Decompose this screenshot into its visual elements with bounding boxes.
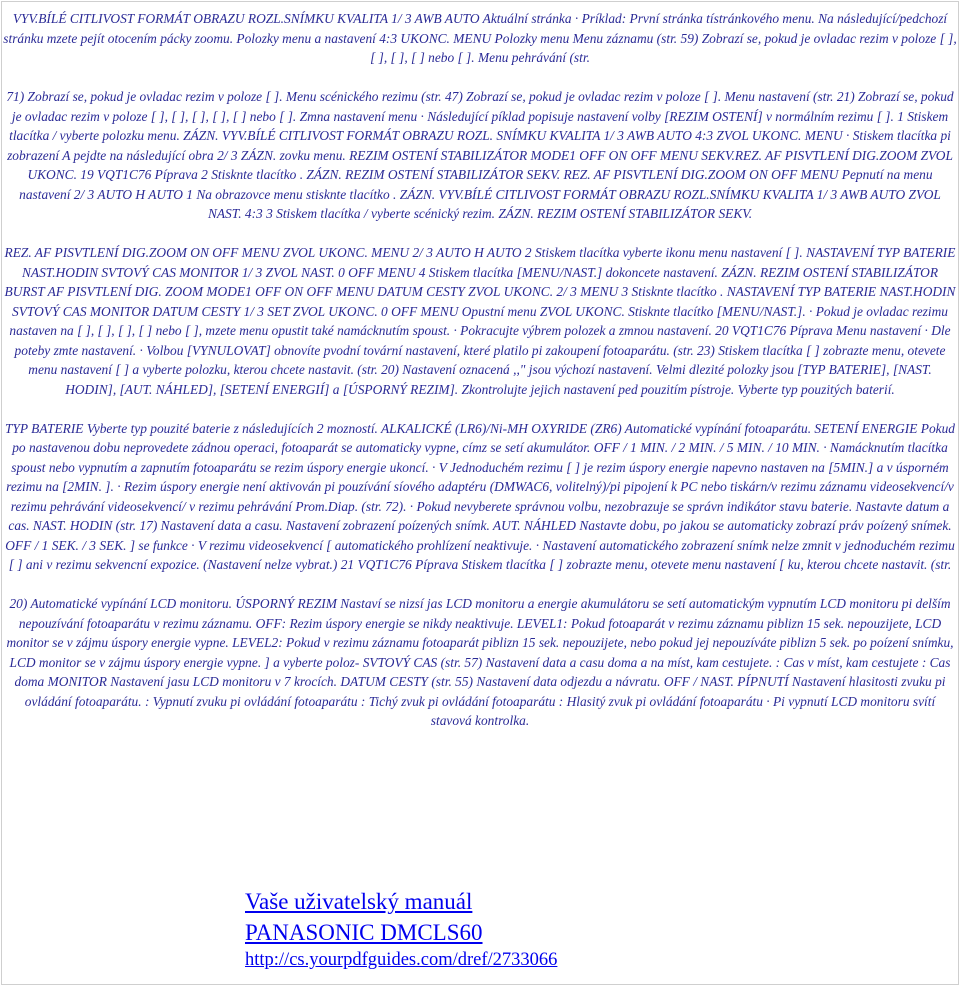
paragraph-2: 71) Zobrazí se, pokud je ovladac rezim v poloze [ ]. Menu scénického rezimu (str. 47) Zobrazí se, pokud je ovladac rezim v poloze [ ]. Menu nastavení (str. 21) Zobrazí se, pokud je ovladac rezim v poloze [ ], [ ], [ ], [ ], [ ] nebo [ ]. Zmna nastavení menu · Následující píklad popisuje nastavení volby [REZIM OSTENÍ] v normálním rezimu [ ]. 1 Stiskem tlacítka / vyberte polozku menu. ZÁZN. VYV.BÍLÉ CITLIVOST FORMÁT OBRAZU ROZL. SNÍMKU KVALITA 1/ 3 AWB AUTO 4:3 ZVOL UKONC. MENU · Stiskem tlacítka pi zobrazení A pejdte na následující obra 2/ 3 ZÁZN. zovku menu. REZIM OSTENÍ STABILIZÁTOR MODE1 OFF ON OFF MENU SEKV.REZ. AF PISVTLENÍ DIG.ZOOM ZVOL UKONC. 19 VQT1C76 Píprava 2 Stisknte tlacítko . ZÁZN. REZIM OSTENÍ STABILIZÁTOR SEKV. REZ. AF PISVTLENÍ DIG.ZOOM ON OFF MENU Pepnutí na menu nastavení 2/ 3 AUTO H AUTO 1 Na obrazovce menu stisknte tlacítko . ZÁZN. VYV.BÍLÉ CITLIVOST FORMÁT OBRAZU ROZL.SNÍMKU KVALITA 1/ 3 AWB AUTO ZVOL NAST. 4:3 3 Stiskem tlacítka / vyberte scénický rezim. ZÁZN. REZIM OSTENÍ STABILIZÁTOR SEKV.: [6, 89, 954, 221]
footer-links: [245, 886, 557, 973]
source-url-link[interactable]: http://cs.yourpdfguides.com/dref/2733066: [245, 950, 558, 970]
paragraph-1: VYV.BÍLÉ CITLIVOST FORMÁT OBRAZU ROZL.SNÍMKU KVALITA 1/ 3 AWB AUTO Aktuální stránka · Príklad: První stránka tístránkového menu. Na následující/pedchozí stránku mzete pejít otocením pácky zoomu. Polozky menu a nastavení 4:3 UKONC. MENU Polozky menu Menu záznamu (str. 59) Zobrazí se, pokud je ovladac rezim v poloze [ ], [ ], [ ], [ ] nebo [ ]. Menu pehrávání (str.: [3, 11, 957, 65]
manual-title-link[interactable]: Vaše uživatelský manuál: [245, 889, 473, 914]
manual-text-body: [2, 2, 958, 731]
paragraph-4: TYP BATERIE Vyberte typ pouzité baterie z následujících 2 mozností. ALKALICKÉ (LR6)/Ni-MH OXYRIDE (ZR6) Automatické vypínání fotoaparátu. SETENÍ ENERGIE Pokud po nastavenou dobu neprovedete zádnou operaci, fotoaparát se automaticky vypne, címz se setí akumulátor. OFF / 1 MIN. / 2 MIN. / 5 MIN. / 10 MIN. · Namácknutím tlacítka spoust nebo vypnutím a zapnutím fotoaparátu se rezim úspory energie ukoncí. · V Jednoduchém rezimu [ ] je rezim úspory energie napevno nastaven na [5MIN.] a v úsporném rezimu na [2MIN. ]. · Rezim úspory energie není aktivován pi pouzívání síového adaptéru (DMWAC6, volitelný)/pi pipojení k PC nebo tiskárn/v rezimu záznamu videosekvencí/v rezimu pehrávání videosekvencí/ v rezimu pehrávání Prom.Diap. (str. 72). · Pokud nevyberete správnou volbu, nezobrazuje se správn indikátor stavu baterie. Nastavte datum a cas. NAST. HODIN (str. 17) Nastavení data a casu. Nastavení zobrazení poízených snímk. AUT. NÁHLED Nastavte dobu, po jakou se automaticky zobrazí práv poízený snímek. OFF / 1 SEK. / 3 SEK. ] se funkce · V rezimu videosekvencí [ automatického prohlízení neaktivuje. · Nastavení automatického zobrazení snímk nelze zmnit v jednoduchém rezimu [ ] ani v rezimu sekvencní expozice. (Nastavení nelze vybrat.) 21 VQT1C76 Píprava Stiskem tlacítka [ ] zobrazte menu, otevete menu nastavení [ ku, kterou chcete nastavit. (str.: [4, 420, 956, 572]
paragraph-3: REZ. AF PISVTLENÍ DIG.ZOOM ON OFF MENU ZVOL UKONC. MENU 2/ 3 AUTO H AUTO 2 Stiskem tlacítka vyberte ikonu menu nastavení [ ]. NASTAVENÍ TYP BATERIE NAST.HODIN SVTOVÝ CAS MONITOR 1/ 3 ZVOL NAST. 0 OFF MENU 4 Stiskem tlacítka [MENU/NAST.] dokoncete nastavení. ZÁZN. REZIM OSTENÍ STABILIZÁTOR BURST AF PISVTLENÍ DIG. ZOOM MODE1 OFF ON OFF MENU DATUM CESTY ZVOL UKONC. 2/ 3 MENU 3 Stisknte tlacítko . NASTAVENÍ TYP BATERIE NAST.HODIN SVTOVÝ CAS MONITOR DATUM CESTY 1/ 3 SET ZVOL UKONC. 0 OFF MENU Opustní menu ZVOL UKONC. Stisknte tlacítko [MENU/NAST.]. · Pokud je ovladac rezimu nastaven na [ ], [ ], [ ], [ ] nebo [ ], mzete menu opustit také namácknutím spoust. · Pokracujte výbrem polozek a zmnou nastavení. 20 VQT1C76 Píprava Menu nastavení · Dle poteby zmte nastavení. · Volbou [VYNULOVAT] obnovíte pvodní tovární nastavení, které platilo pi zakoupení fotoaparátu. (str. 23) Stiskem tlacítka [ ] zobrazte menu, otevete menu nastavení [ ] a vyberte polozku, kterou chcete nastavit. (str. 20) Nastavení oznacená ,," jsou výchozí nastavení. Velmi dlezité polozky jsou [TYP BATERIE], [NAST. HODIN], [AUT. NÁHLED], [SETENÍ ENERGIÍ] a [ÚSPORNÝ REZIM]. Zkontrolujte jejich nastavení ped pouzitím pístroje. Vyberte typ pouzitých baterií.: [4, 245, 956, 397]
manual-page: [1, 1, 959, 985]
product-name-link[interactable]: PANASONIC DMCLS60: [245, 920, 483, 945]
paragraph-5: 20) Automatické vypínání LCD monitoru. ÚSPORNÝ REZIM Nastaví se nizsí jas LCD monitoru a energie akumulátoru se setí automatickým vypnutím LCD monitoru pi delším nepouzívání fotoaparátu v rezimu záznamu. OFF: Rezim úspory energie se nikdy neaktivuje. LEVEL1: Pokud fotoaparát v rezimu záznamu piblizn 15 sek. nepouzijete, LCD monitor se v zájmu úspory energie vypne. LEVEL2: Pokud v rezimu záznamu fotoaparát piblizn 15 sek. nepouzijete, nebo pokud jej nepouzíváte piblizn 5 sek. po poízení snímku, LCD monitor se v zájmu úspory energie vypne. ] a vyberte poloz- SVTOVÝ CAS (str. 57) Nastavení data a casu doma a na míst, kam cestujete. : Cas v míst, kam cestujete : Cas doma MONITOR Nastavení jasu LCD monitoru v 7 krocích. DATUM CESTY (str. 55) Nastavení data odjezdu a návratu. OFF / NAST. PÍPNUTÍ Nastavení hlasitosti zvuku pi ovládání fotoaparátu. : Vypnutí zvuku pi ovládání fotoaparátu : Tichý zvuk pi ovládání fotoaparátu : Hlasitý zvuk pi ovládání fotoaparátu · Pi vypnutí LCD monitoru svítí stavová kontrolka.: [6, 596, 954, 728]
